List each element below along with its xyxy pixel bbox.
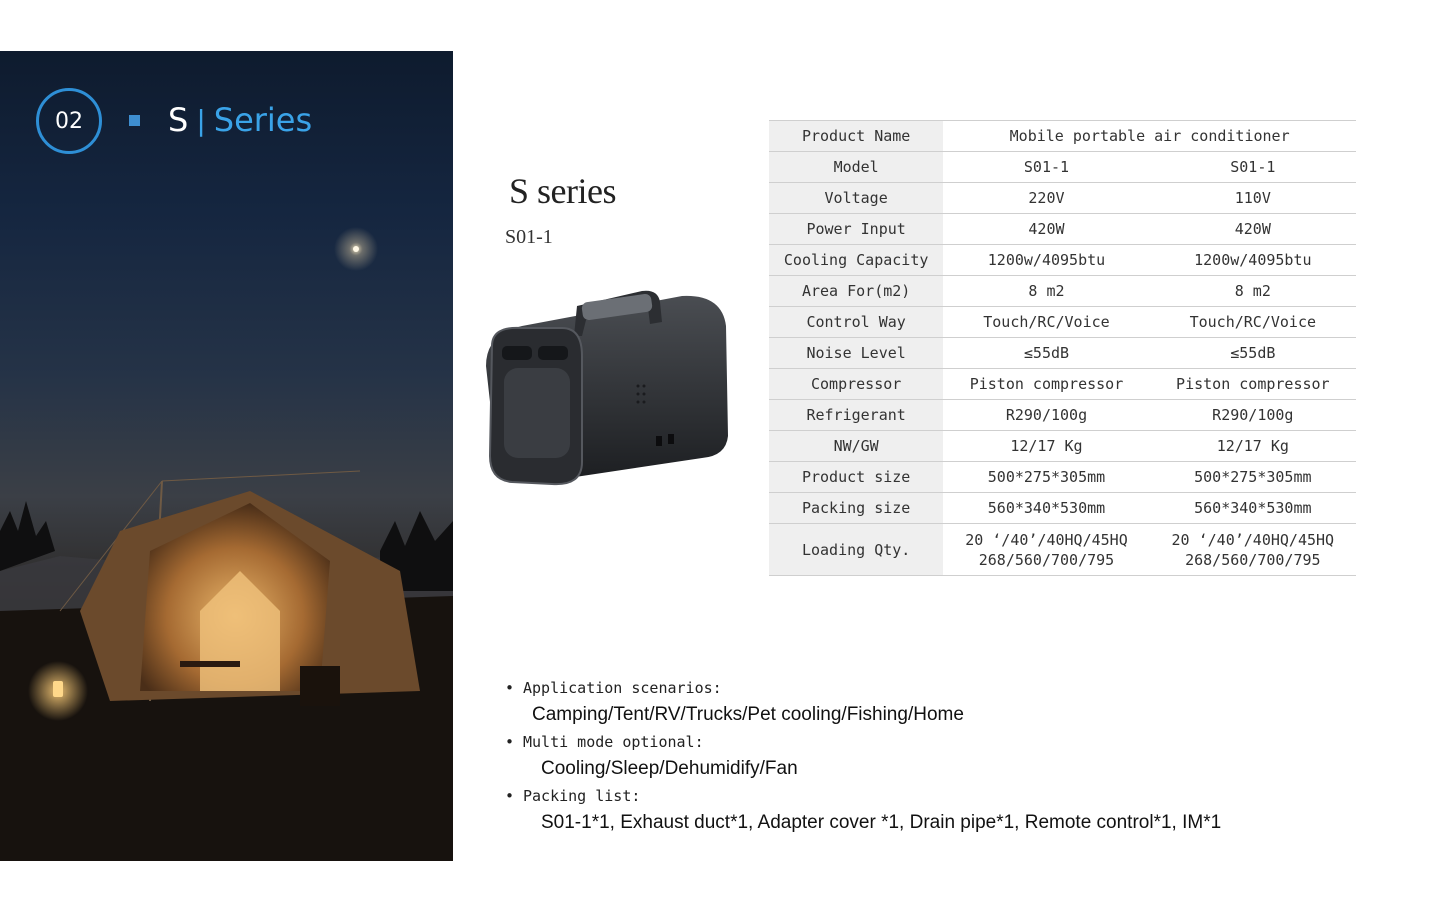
- row-label: Product Name: [769, 121, 943, 152]
- table-row: [769, 431, 1356, 462]
- cell-value: R290/100g: [943, 400, 1149, 431]
- row-label: Noise Level: [769, 338, 943, 369]
- cell-value: 500*275*305mm: [1150, 462, 1356, 493]
- product-model: S01-1: [505, 226, 553, 248]
- table-row: [769, 524, 1356, 576]
- cell-value: 12/17 Kg: [1150, 431, 1356, 462]
- cell-value: [943, 524, 1149, 576]
- title-separator: |: [196, 103, 206, 137]
- loading-qty-amounts: 268/560/700/795: [978, 550, 1115, 569]
- cell-value: 8 m2: [1150, 276, 1356, 307]
- table-row: [769, 338, 1356, 369]
- row-label: Packing size: [769, 493, 943, 524]
- row-label: Cooling Capacity: [769, 245, 943, 276]
- cell-value: 560*340*530mm: [943, 493, 1149, 524]
- cell-value: 110V: [1150, 183, 1356, 214]
- row-label: NW/GW: [769, 431, 943, 462]
- loading-qty-amounts: 268/560/700/795: [1185, 550, 1321, 569]
- cell-value: 420W: [943, 214, 1149, 245]
- note-heading: [505, 784, 1221, 808]
- table-row: [769, 183, 1356, 214]
- air-conditioner-product-image: [482, 286, 732, 492]
- cell-value: 12/17 Kg: [943, 431, 1149, 462]
- table-row: [769, 462, 1356, 493]
- row-label: Model: [769, 152, 943, 183]
- title-bullet-square: [129, 115, 140, 126]
- note-body: S01-1*1, Exhaust duct*1, Adapter cover *1, Drain pipe*1, Remote control*1, IM*1: [541, 812, 1222, 833]
- cell-value: Touch/RC/Voice: [943, 307, 1149, 338]
- section-number-badge: [36, 88, 102, 154]
- cell-value: 500*275*305mm: [943, 462, 1149, 493]
- product-heading: S series: [509, 171, 616, 211]
- product-name-value: Mobile portable air conditioner: [943, 121, 1356, 152]
- cell-value: ≤55dB: [943, 338, 1149, 369]
- row-label: Power Input: [769, 214, 943, 245]
- cell-value: S01-1: [943, 152, 1149, 183]
- row-label: Control Way: [769, 307, 943, 338]
- camping-scene-illustration: [0, 51, 453, 861]
- cell-value: ≤55dB: [1150, 338, 1356, 369]
- loading-qty-containers: 20 ‘/40’/40HQ/45HQ: [965, 530, 1128, 549]
- loading-qty-containers: 20 ‘/40’/40HQ/45HQ: [1171, 530, 1335, 549]
- table-row: [769, 307, 1356, 338]
- cell-value: R290/100g: [1150, 400, 1356, 431]
- table-row: [769, 121, 1356, 152]
- cell-value: 8 m2: [943, 276, 1149, 307]
- bullet: •: [505, 733, 515, 751]
- cell-value: 1200w/4095btu: [1150, 245, 1356, 276]
- spec-table: [769, 120, 1356, 576]
- cell-value: 1200w/4095btu: [943, 245, 1149, 276]
- cell-value: [1150, 524, 1356, 576]
- row-label: Loading Qty.: [769, 524, 943, 576]
- table-row: [769, 369, 1356, 400]
- cell-value: Piston compressor: [1150, 369, 1356, 400]
- note-heading: [505, 730, 1221, 754]
- notes-list: [505, 676, 1221, 838]
- table-row: [769, 152, 1356, 183]
- note-heading-text: Packing list:: [523, 787, 641, 805]
- table-row: [769, 245, 1356, 276]
- table-row: [769, 214, 1356, 245]
- series-letter: S: [168, 101, 189, 139]
- cell-value: 560*340*530mm: [1150, 493, 1356, 524]
- cell-value: Piston compressor: [943, 369, 1149, 400]
- note-heading: [505, 676, 1221, 700]
- note-body: Cooling/Sleep/Dehumidify/Fan: [541, 758, 798, 779]
- bullet: •: [505, 787, 515, 805]
- note-heading-text: Application scenarios:: [523, 679, 722, 697]
- row-label: Refrigerant: [769, 400, 943, 431]
- row-label: Product size: [769, 462, 943, 493]
- series-word: Series: [213, 101, 313, 139]
- cell-value: Touch/RC/Voice: [1150, 307, 1356, 338]
- section-title: [168, 98, 312, 142]
- cell-value: S01-1: [1150, 152, 1356, 183]
- camping-photo: [0, 51, 453, 861]
- row-label: Area For(m2): [769, 276, 943, 307]
- bullet: •: [505, 679, 515, 697]
- section-number: 02: [55, 108, 83, 134]
- table-row: [769, 493, 1356, 524]
- table-row: [769, 276, 1356, 307]
- table-row: [769, 400, 1356, 431]
- cell-value: 220V: [943, 183, 1149, 214]
- row-label: Compressor: [769, 369, 943, 400]
- note-heading-text: Multi mode optional:: [523, 733, 704, 751]
- row-label: Voltage: [769, 183, 943, 214]
- cell-value: 420W: [1150, 214, 1356, 245]
- note-body: Camping/Tent/RV/Trucks/Pet cooling/Fishing/Home: [532, 704, 964, 725]
